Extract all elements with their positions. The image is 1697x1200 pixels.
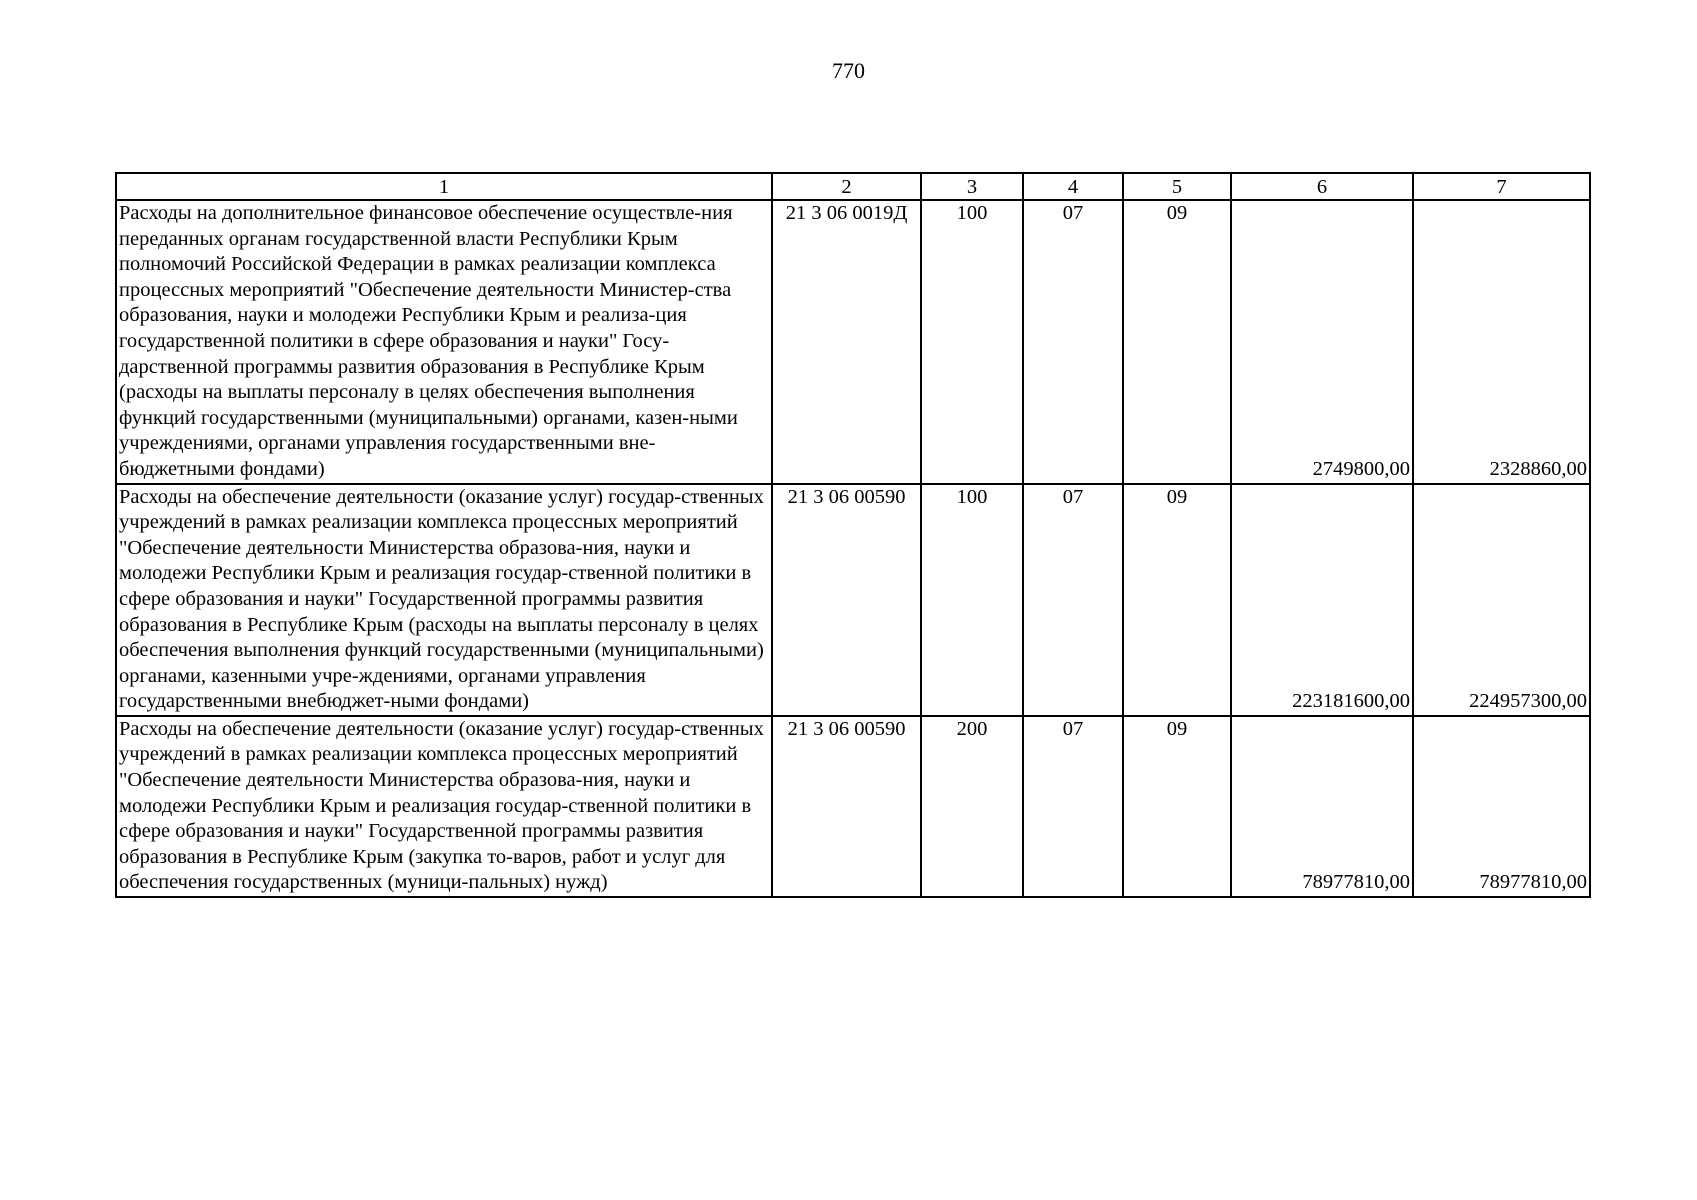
page-number: 770	[832, 58, 865, 83]
row-amount-6: 2749800,00	[1231, 200, 1413, 484]
row-subsection: 09	[1123, 716, 1231, 897]
row-amount-7: 78977810,00	[1413, 716, 1590, 897]
header-row	[116, 173, 1590, 200]
header-col-7: 7	[1413, 173, 1590, 200]
header-col-2: 2	[772, 173, 921, 200]
row-section: 07	[1023, 716, 1123, 897]
row-description: Расходы на обеспечение деятельности (оказание услуг) государ-ственных учреждений в рамках реализации комплекса процессных мероприятий "Обеспечение деятельности Министерства образова-ния, науки и молодежи Республики Крым и реализация государ-ственной политики в сфере образования и науки" Государственной программы развития образования в Республике Крым (расходы на выплаты персоналу в целях обеспечения выполнения функций государственными (муниципальными) органами, казенными учре-ждениями, органами управления государственными внебюджет-ными фондами)	[116, 484, 772, 716]
header-col-6: 6	[1231, 173, 1413, 200]
row-amount-7: 224957300,00	[1413, 484, 1590, 716]
row-description: Расходы на обеспечение деятельности (оказание услуг) государ-ственных учреждений в рамках реализации комплекса процессных мероприятий "Обеспечение деятельности Министерства образова-ния, науки и молодежи Республики Крым и реализация государ-ственной политики в сфере образования и науки" Государственной программы развития образования в Республике Крым (закупка то-варов, работ и услуг для обеспечения государственных (муници-пальных) нужд)	[116, 716, 772, 897]
row-description: Расходы на дополнительное финансовое обеспечение осуществле-ния переданных органам государственной власти Республики Крым полномочий Российской Федерации в рамках реализации комплекса процессных мероприятий "Обеспечение деятельности Министер-ства образования, науки и молодежи Республики Крым и реализа-ция государственной политики в сфере образования и науки" Госу-дарственной программы развития образования в Республике Крым (расходы на выплаты персоналу в целях обеспечения выполнения функций государственными (муниципальными) органами, казен-ными учреждениями, органами управления государственными вне-бюджетными фондами)	[116, 200, 772, 484]
row-target-code: 21 3 06 00590	[772, 716, 921, 897]
row-subsection: 09	[1123, 484, 1231, 716]
row-amount-7: 2328860,00	[1413, 200, 1590, 484]
header-col-5: 5	[1123, 173, 1231, 200]
row-target-code: 21 3 06 0019Д	[772, 200, 921, 484]
header-col-1: 1	[116, 173, 772, 200]
table-row	[116, 200, 1590, 484]
row-expense-type: 100	[921, 200, 1023, 484]
budget-table	[115, 172, 1591, 898]
row-amount-6: 223181600,00	[1231, 484, 1413, 716]
header-col-4: 4	[1023, 173, 1123, 200]
row-expense-type: 200	[921, 716, 1023, 897]
table-row	[116, 484, 1590, 716]
header-col-3: 3	[921, 173, 1023, 200]
row-amount-6: 78977810,00	[1231, 716, 1413, 897]
row-target-code: 21 3 06 00590	[772, 484, 921, 716]
row-expense-type: 100	[921, 484, 1023, 716]
row-section: 07	[1023, 200, 1123, 484]
row-section: 07	[1023, 484, 1123, 716]
row-subsection: 09	[1123, 200, 1231, 484]
table-row	[116, 716, 1590, 897]
